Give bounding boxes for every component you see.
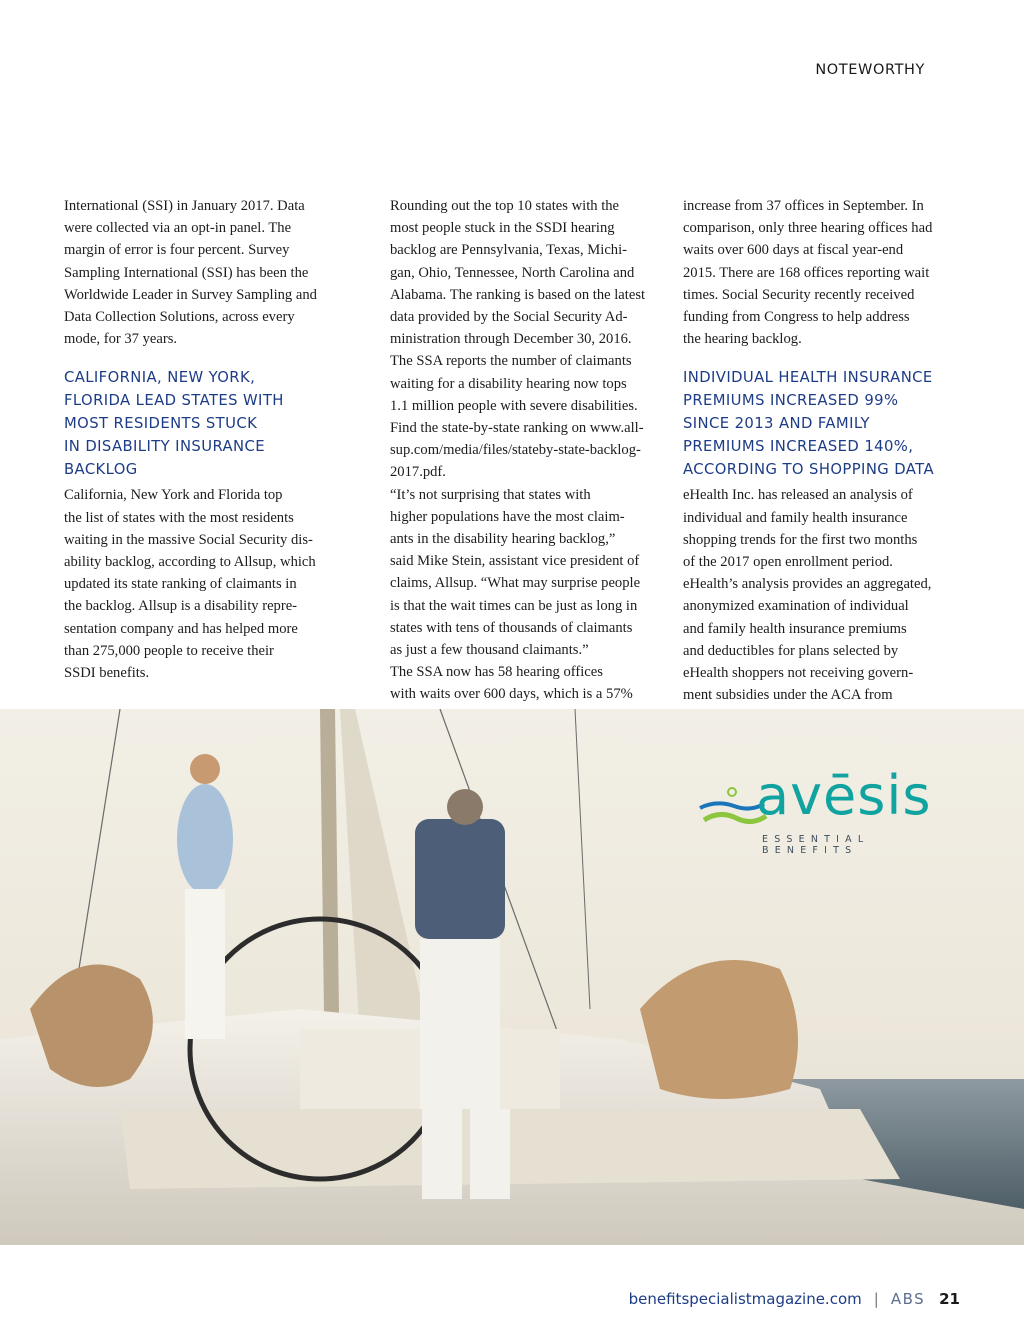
text-line: and family health insurance premiums (683, 620, 907, 637)
text-line: ability backlog, according to Allsup, which (64, 554, 316, 571)
text-line: states with tens of thousands of claimants (390, 619, 633, 636)
text-line: ment subsidies under the ACA from (683, 687, 893, 704)
text-line: ministration through December 30, 2016. (390, 331, 632, 348)
paragraph (373, 484, 655, 662)
paragraph (683, 195, 965, 350)
ad-tagline: ESSENTIAL BENEFITS (762, 834, 870, 856)
text-line: 1.1 million people with severe disabilities. (390, 397, 638, 414)
text-line: PREMIUMS INCREASED 99% (683, 392, 899, 410)
ad-brand-name: avēsis (756, 764, 932, 827)
page-footer (629, 1290, 960, 1308)
paragraph (683, 484, 965, 706)
text-line: updated its state ranking of claimants in (64, 576, 297, 593)
text-line: waits over 600 days at fiscal year-end (683, 242, 904, 259)
paragraph (64, 195, 349, 350)
text-line: ACCORDING TO SHOPPING DATA (683, 461, 934, 479)
article-column-3 (683, 195, 965, 706)
text-line: Alabama. The ranking is based on the latest (390, 286, 646, 303)
paragraph (373, 195, 655, 484)
text-line: 2017.pdf. (390, 464, 446, 481)
text-line: SINCE 2013 AND FAMILY (683, 415, 870, 433)
footer-publication: ABS (890, 1290, 926, 1308)
text-line: International (SSI) in January 2017. Data (64, 198, 305, 214)
text-line: sup.com/media/files/stateby-state-backlog- (390, 442, 641, 459)
text-line: claims, Allsup. “What may surprise people (390, 575, 641, 592)
text-line: waiting in the massive Social Security dis- (64, 531, 313, 548)
text-line: Worldwide Leader in Survey Sampling and (64, 286, 317, 303)
text-line: with waits over 600 days, which is a 57% (390, 686, 633, 703)
text-line: shopping trends for the first two months (683, 531, 918, 548)
text-line: margin of error is four percent. Survey (64, 242, 290, 259)
text-line: anonymized examination of individual (683, 598, 909, 615)
text-line: funding from Congress to help address (683, 309, 910, 326)
text-line: eHealth Inc. has released an analysis of (683, 487, 913, 504)
text-line: eHealth’s analysis provides an aggregated, (683, 576, 932, 593)
text-line: were collected via an opt-in panel. The (64, 220, 292, 237)
section-label: NOTEWORTHY (815, 62, 925, 78)
text-line: the backlog. Allsup is a disability repre- (64, 598, 298, 615)
article-column-2 (373, 195, 655, 706)
avesis-ad-logo (698, 764, 960, 856)
footer-website: benefitspecialistmagazine.com (628, 1290, 862, 1308)
paragraph (373, 661, 655, 705)
text-line: most people stuck in the SSDI hearing (390, 220, 615, 237)
text-line: the hearing backlog. (683, 331, 802, 348)
text-line: backlog are Pennsylvania, Texas, Michi- (390, 242, 628, 259)
text-line: BACKLOG (64, 461, 138, 479)
text-line: PREMIUMS INCREASED 140%, (683, 438, 914, 456)
text-line: comparison, only three hearing offices had (683, 220, 933, 237)
text-line: waiting for a disability hearing now tops (390, 375, 627, 392)
text-line: The SSA reports the number of claimants (390, 353, 632, 370)
text-line: Data Collection Solutions, across every (64, 309, 295, 326)
text-line: CALIFORNIA, NEW YORK, (64, 369, 256, 387)
text-line: individual and family health insurance (683, 509, 908, 526)
text-line: times. Social Security recently received (683, 286, 915, 303)
text-line: 2015. There are 168 offices reporting wait (683, 264, 930, 281)
text-line: Sampling International (SSI) has been the (64, 264, 309, 281)
text-line: Find the state-by-state ranking on www.all- (390, 420, 644, 437)
text-line: FLORIDA LEAD STATES WITH (64, 392, 284, 410)
text-line: said Mike Stein, assistant vice president of (390, 553, 640, 570)
section-heading (683, 366, 965, 481)
text-line: increase from 37 offices in September. In (683, 198, 924, 214)
text-line: higher populations have the most claim- (390, 508, 625, 525)
text-line: and deductibles for plans selected by (683, 642, 899, 659)
paragraph (64, 484, 349, 684)
text-line: MOST RESIDENTS STUCK (64, 415, 258, 433)
text-line: data provided by the Social Security Ad- (390, 309, 628, 326)
article-column-1 (64, 195, 349, 684)
text-line: IN DISABILITY INSURANCE (64, 438, 265, 456)
text-line: Rounding out the top 10 states with the (390, 198, 620, 214)
text-line: is that the wait times can be just as long in (390, 597, 638, 614)
text-line: The SSA now has 58 hearing offices (390, 664, 603, 681)
text-line: as just a few thousand claimants.” (390, 642, 589, 659)
text-line: gan, Ohio, Tennessee, North Carolina and (390, 264, 635, 281)
text-line: sentation company and has helped more (64, 620, 298, 637)
text-line: ants in the disability hearing backlog,” (390, 531, 616, 548)
text-line: of the 2017 open enrollment period. (683, 554, 893, 571)
section-heading (64, 366, 349, 481)
text-line: mode, for 37 years. (64, 331, 178, 348)
text-line: the list of states with the most residents (64, 509, 294, 526)
text-line: INDIVIDUAL HEALTH INSURANCE (683, 369, 933, 387)
text-line: California, New York and Florida top (64, 487, 283, 504)
page-number: 21 (939, 1290, 960, 1308)
text-line: eHealth shoppers not receiving govern- (683, 665, 914, 682)
text-line: SSDI benefits. (64, 665, 150, 682)
text-line: “It’s not surprising that states with (390, 486, 591, 503)
footer-separator: | (873, 1290, 879, 1308)
text-line: than 275,000 people to receive their (64, 642, 274, 659)
